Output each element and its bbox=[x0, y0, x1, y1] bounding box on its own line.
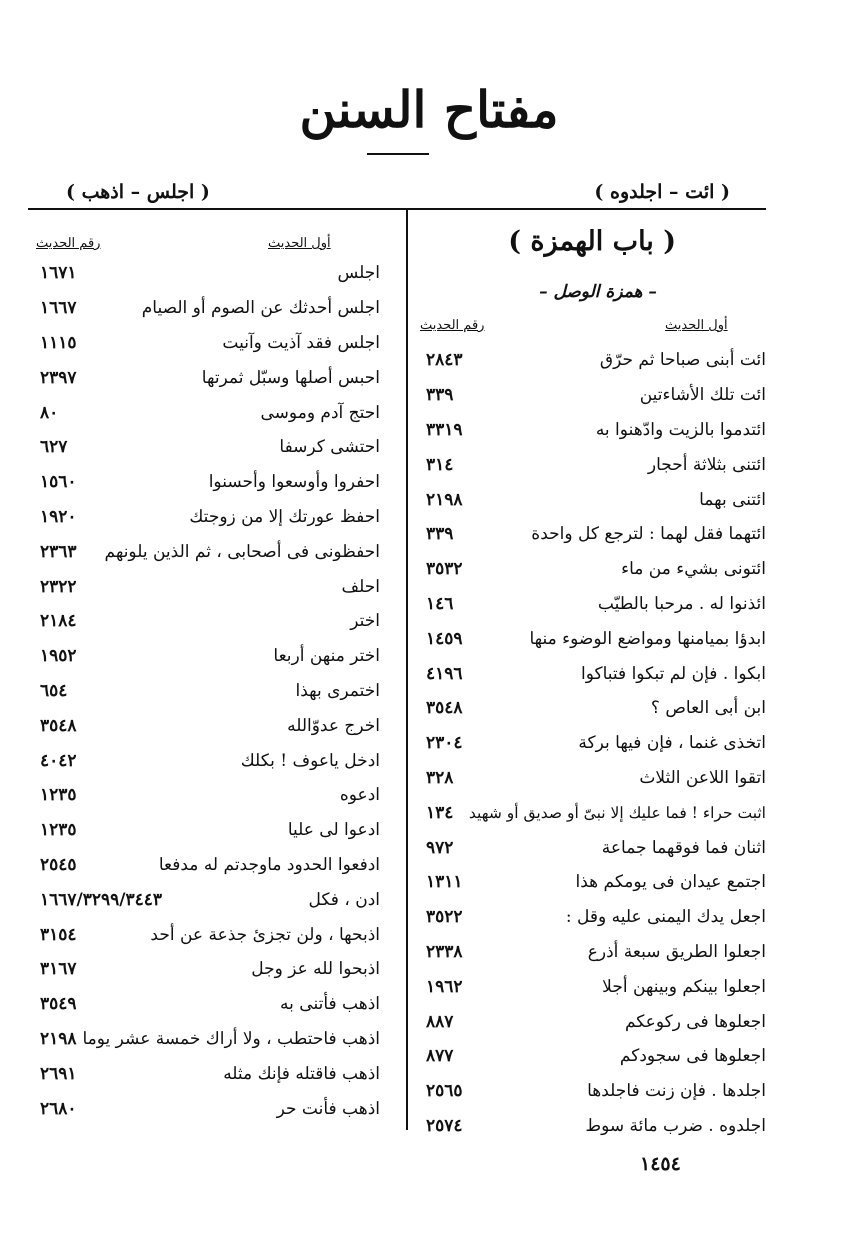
hadith-opening: ائتدموا بالزيت وادّهنوا به bbox=[595, 419, 766, 440]
list-item bbox=[426, 587, 766, 622]
list-item bbox=[426, 552, 766, 587]
title-underline bbox=[367, 153, 429, 155]
list-item bbox=[40, 639, 380, 674]
header-range-right: ( ائت – اجلدوه ) bbox=[594, 181, 730, 203]
hadith-number: ٣٣٩ bbox=[426, 385, 454, 406]
list-item bbox=[426, 1109, 766, 1144]
hadith-opening: اجعلوا بينكم وبينهن أجلا bbox=[602, 976, 766, 997]
hadith-number: ٣٥٢٢ bbox=[426, 907, 463, 928]
hadith-number: ٤٠٤٢ bbox=[40, 750, 77, 771]
list-item bbox=[40, 674, 380, 709]
list-item bbox=[426, 761, 766, 796]
hadith-number: ١٢٣٥ bbox=[40, 820, 77, 841]
hadith-opening: اجعلوها فى سجودكم bbox=[619, 1046, 766, 1067]
hadith-number: ٢١٨٤ bbox=[40, 611, 77, 632]
hadith-number: ٨٨٧ bbox=[426, 1011, 454, 1032]
list-item bbox=[426, 621, 766, 656]
hadith-number: ١٤٦ bbox=[426, 593, 454, 614]
hadith-number: ٨٧٧ bbox=[426, 1046, 454, 1067]
list-item bbox=[40, 569, 380, 604]
hadith-number: ١٣١١ bbox=[426, 872, 463, 893]
hadith-number: ٣٣٩ bbox=[426, 524, 454, 545]
hadith-opening: اجتمع عيدان فى يومكم هذا bbox=[575, 872, 766, 893]
hadith-opening: ائتنى بثلاثة أحجار bbox=[647, 454, 766, 475]
hadith-number: ٣٣١٩ bbox=[426, 419, 463, 440]
hadith-opening: احلف bbox=[341, 576, 380, 597]
hadith-opening: ادخل ياعوف ! بكلك bbox=[240, 750, 380, 771]
hadith-number: ١٤٥٩ bbox=[426, 628, 463, 649]
hadith-opening: احتشى كرسفا bbox=[279, 437, 380, 458]
list-item bbox=[426, 482, 766, 517]
hadith-number: ١٩٦٢ bbox=[426, 976, 463, 997]
list-item bbox=[40, 708, 380, 743]
hadith-opening: اجعل يدك اليمنى عليه وقل : bbox=[565, 907, 766, 928]
left-entry-list bbox=[40, 256, 380, 1126]
hadith-number: ٨٠ bbox=[40, 402, 59, 423]
hadith-number: ٤١٩٦ bbox=[426, 663, 463, 684]
chapter-title: ( باب الهمزة ) bbox=[508, 226, 676, 257]
hadith-opening: اذهب فاقتله فإنك مثله bbox=[223, 1063, 380, 1084]
hadith-number: ٦٢٧ bbox=[40, 437, 68, 458]
hadith-opening: اتقوا اللاعن الثلاث bbox=[639, 767, 766, 788]
hadith-opening: ادن ، فكل bbox=[308, 889, 380, 910]
hadith-opening: ابكوا . فإن لم تبكوا فتباكوا bbox=[581, 663, 766, 684]
hadith-opening: اتخذى غنما ، فإن فيها بركة bbox=[578, 733, 766, 754]
column-divider bbox=[406, 210, 408, 1130]
hadith-opening: ابدؤا بميامنها ومواضع الوضوء منها bbox=[529, 628, 766, 649]
hadith-opening: اذهب فأنت حر bbox=[276, 1098, 380, 1119]
hadith-number: ٣٥٣٢ bbox=[426, 559, 463, 580]
hadith-opening: ادفعوا الحدود ماوجدتم له مدفعا bbox=[158, 854, 380, 875]
list-item bbox=[426, 656, 766, 691]
list-item bbox=[426, 413, 766, 448]
hadith-opening: اثنان فما فوقهما جماعة bbox=[601, 837, 766, 858]
hadith-opening: احفروا وأوسعوا وأحسنوا bbox=[208, 472, 380, 493]
left-col-head-text: أول الحديث bbox=[268, 236, 331, 251]
right-col-head-num: رقم الحديث bbox=[420, 318, 485, 333]
hadith-opening: اجلس فقد آذيت وآنيت bbox=[222, 332, 380, 353]
list-item bbox=[40, 952, 380, 987]
hadith-number: ٢٣٦٣ bbox=[40, 541, 77, 562]
hadith-opening: ائذنوا له . مرحبا بالطيّب bbox=[597, 593, 766, 614]
hadith-opening: اجعلوها فى ركوعكم bbox=[624, 1011, 766, 1032]
hadith-number: ١٩٢٠ bbox=[40, 506, 77, 527]
hadith-opening: اختمرى بهذا bbox=[295, 680, 380, 701]
hadith-number: ١٦٧١ bbox=[40, 263, 77, 284]
hadith-number: ١٣٤ bbox=[426, 802, 454, 823]
hadith-opening: ائت تلك الأشاءتين bbox=[639, 385, 766, 406]
hadith-opening: اذبحها ، ولن تجزئ جذعة عن أحد bbox=[150, 924, 380, 945]
hadith-number: ٣٥٤٨ bbox=[40, 715, 77, 736]
hadith-number: ٢٥٧٤ bbox=[426, 1115, 463, 1136]
hadith-opening: اجعلوا الطريق سبعة أذرع bbox=[587, 941, 766, 962]
hadith-number: ٢٥٤٥ bbox=[40, 854, 77, 875]
list-item bbox=[426, 517, 766, 552]
header-range-left: ( اجلس – اذهب ) bbox=[66, 181, 210, 203]
hadith-opening: احفظ عورتك إلا من زوجتك bbox=[189, 506, 380, 527]
hadith-number: ١٦٦٧/٣٢٩٩/٣٤٤٣ bbox=[40, 889, 162, 910]
hadith-opening: ائت أبنى صباحا ثم حرّق bbox=[599, 350, 766, 371]
left-col-head-num: رقم الحديث bbox=[36, 236, 101, 251]
list-item bbox=[40, 291, 380, 326]
hadith-opening: اثبت حراء ! فما عليك إلا نبىّ أو صديق أو شهيد bbox=[468, 803, 766, 822]
hadith-number: ٣١٤ bbox=[426, 454, 454, 475]
hadith-opening: ائتهما فقل لهما : لترجع كل واحدة bbox=[531, 524, 766, 545]
list-item bbox=[426, 343, 766, 378]
hadith-opening: اذهب فاحتطب ، ولا أراك خمسة عشر يوما bbox=[82, 1028, 380, 1049]
hadith-number: ٢٣٩٧ bbox=[40, 367, 77, 388]
hadith-number: ٣١٥٤ bbox=[40, 924, 77, 945]
hadith-number: ٣٥٤٩ bbox=[40, 994, 77, 1015]
list-item bbox=[426, 1039, 766, 1074]
hadith-number: ٢٣٠٤ bbox=[426, 733, 463, 754]
hadith-opening: اجلس bbox=[337, 263, 380, 284]
hadith-number: ٢٥٦٥ bbox=[426, 1081, 463, 1102]
page-title: مفتاح السنن bbox=[299, 80, 559, 139]
hadith-opening: اجلدوه . ضرب مائة سوط bbox=[585, 1115, 766, 1136]
hadith-number: ١٥٦٠ bbox=[40, 472, 77, 493]
hadith-opening: احفظونى فى أصحابى ، ثم الذين يلونهم bbox=[104, 541, 380, 562]
hadith-opening: احبس أصلها وسبّل ثمرتها bbox=[201, 367, 380, 388]
hadith-number: ٢٣٢٢ bbox=[40, 576, 77, 597]
list-item bbox=[40, 534, 380, 569]
hadith-number: ١٦٦٧ bbox=[40, 298, 77, 319]
list-item bbox=[40, 987, 380, 1022]
list-item bbox=[426, 935, 766, 970]
list-item bbox=[40, 1022, 380, 1057]
list-item bbox=[40, 500, 380, 535]
hadith-opening: ادعوا لى عليا bbox=[287, 820, 380, 841]
hadith-number: ٣٢٨ bbox=[426, 767, 454, 788]
hadith-opening: اختر bbox=[350, 611, 380, 632]
list-item bbox=[40, 1056, 380, 1091]
list-item bbox=[426, 830, 766, 865]
list-item bbox=[426, 726, 766, 761]
list-item bbox=[426, 691, 766, 726]
hadith-number: ٢٦٨٠ bbox=[40, 1098, 77, 1119]
hadith-number: ٣٥٤٨ bbox=[426, 698, 463, 719]
list-item bbox=[426, 865, 766, 900]
hadith-number: ٢٦٩١ bbox=[40, 1063, 77, 1084]
header-rule bbox=[28, 208, 766, 210]
list-item bbox=[40, 848, 380, 883]
hadith-opening: اذهب فأتنى به bbox=[280, 994, 380, 1015]
right-col-head-text: أول الحديث bbox=[665, 318, 728, 333]
hadith-opening: اجلس أحدثك عن الصوم أو الصيام bbox=[141, 298, 380, 319]
list-item bbox=[426, 795, 766, 830]
list-item bbox=[426, 1004, 766, 1039]
hadith-number: ٩٧٢ bbox=[426, 837, 454, 858]
list-item bbox=[40, 743, 380, 778]
list-item bbox=[40, 465, 380, 500]
hadith-number: ٦٥٤ bbox=[40, 680, 68, 701]
hadith-opening: ائتونى بشيء من ماء bbox=[621, 559, 766, 580]
hadith-opening: ائتنى بهما bbox=[699, 489, 766, 510]
list-item bbox=[426, 1074, 766, 1109]
page-number: ١٤٥٤ bbox=[640, 1153, 681, 1175]
hadith-number: ١٩٥٢ bbox=[40, 646, 77, 667]
hadith-number: ٢٨٤٣ bbox=[426, 350, 463, 371]
hadith-number: ٣١٦٧ bbox=[40, 959, 77, 980]
hadith-opening: ابن أبى العاص ؟ bbox=[650, 698, 766, 719]
hadith-number: ٢٣٣٨ bbox=[426, 941, 463, 962]
hadith-number: ٢١٩٨ bbox=[40, 1028, 77, 1049]
hadith-opening: اخرج عدوّالله bbox=[287, 715, 380, 736]
hadith-opening: اختر منهن أربعا bbox=[273, 646, 380, 667]
list-item bbox=[40, 395, 380, 430]
list-item bbox=[40, 917, 380, 952]
hadith-number: ١١١٥ bbox=[40, 332, 77, 353]
list-item bbox=[40, 360, 380, 395]
list-item bbox=[40, 326, 380, 361]
list-item bbox=[40, 1091, 380, 1126]
list-item bbox=[40, 882, 380, 917]
list-item bbox=[40, 778, 380, 813]
hadith-number: ٢١٩٨ bbox=[426, 489, 463, 510]
list-item bbox=[40, 604, 380, 639]
hadith-opening: اجلدها . فإن زنت فاجلدها bbox=[587, 1081, 766, 1102]
list-item bbox=[40, 430, 380, 465]
section-title: – همزة الوصل – bbox=[539, 282, 657, 302]
list-item bbox=[426, 447, 766, 482]
hadith-number: ١٢٣٥ bbox=[40, 785, 77, 806]
list-item bbox=[426, 900, 766, 935]
hadith-opening: احتج آدم وموسى bbox=[260, 402, 380, 423]
hadith-opening: ادعوه bbox=[339, 785, 380, 806]
list-item bbox=[426, 969, 766, 1004]
list-item bbox=[40, 813, 380, 848]
right-entry-list bbox=[426, 343, 766, 1143]
list-item bbox=[426, 378, 766, 413]
list-item bbox=[40, 256, 380, 291]
hadith-opening: اذبحوا لله عز وجل bbox=[251, 959, 380, 980]
